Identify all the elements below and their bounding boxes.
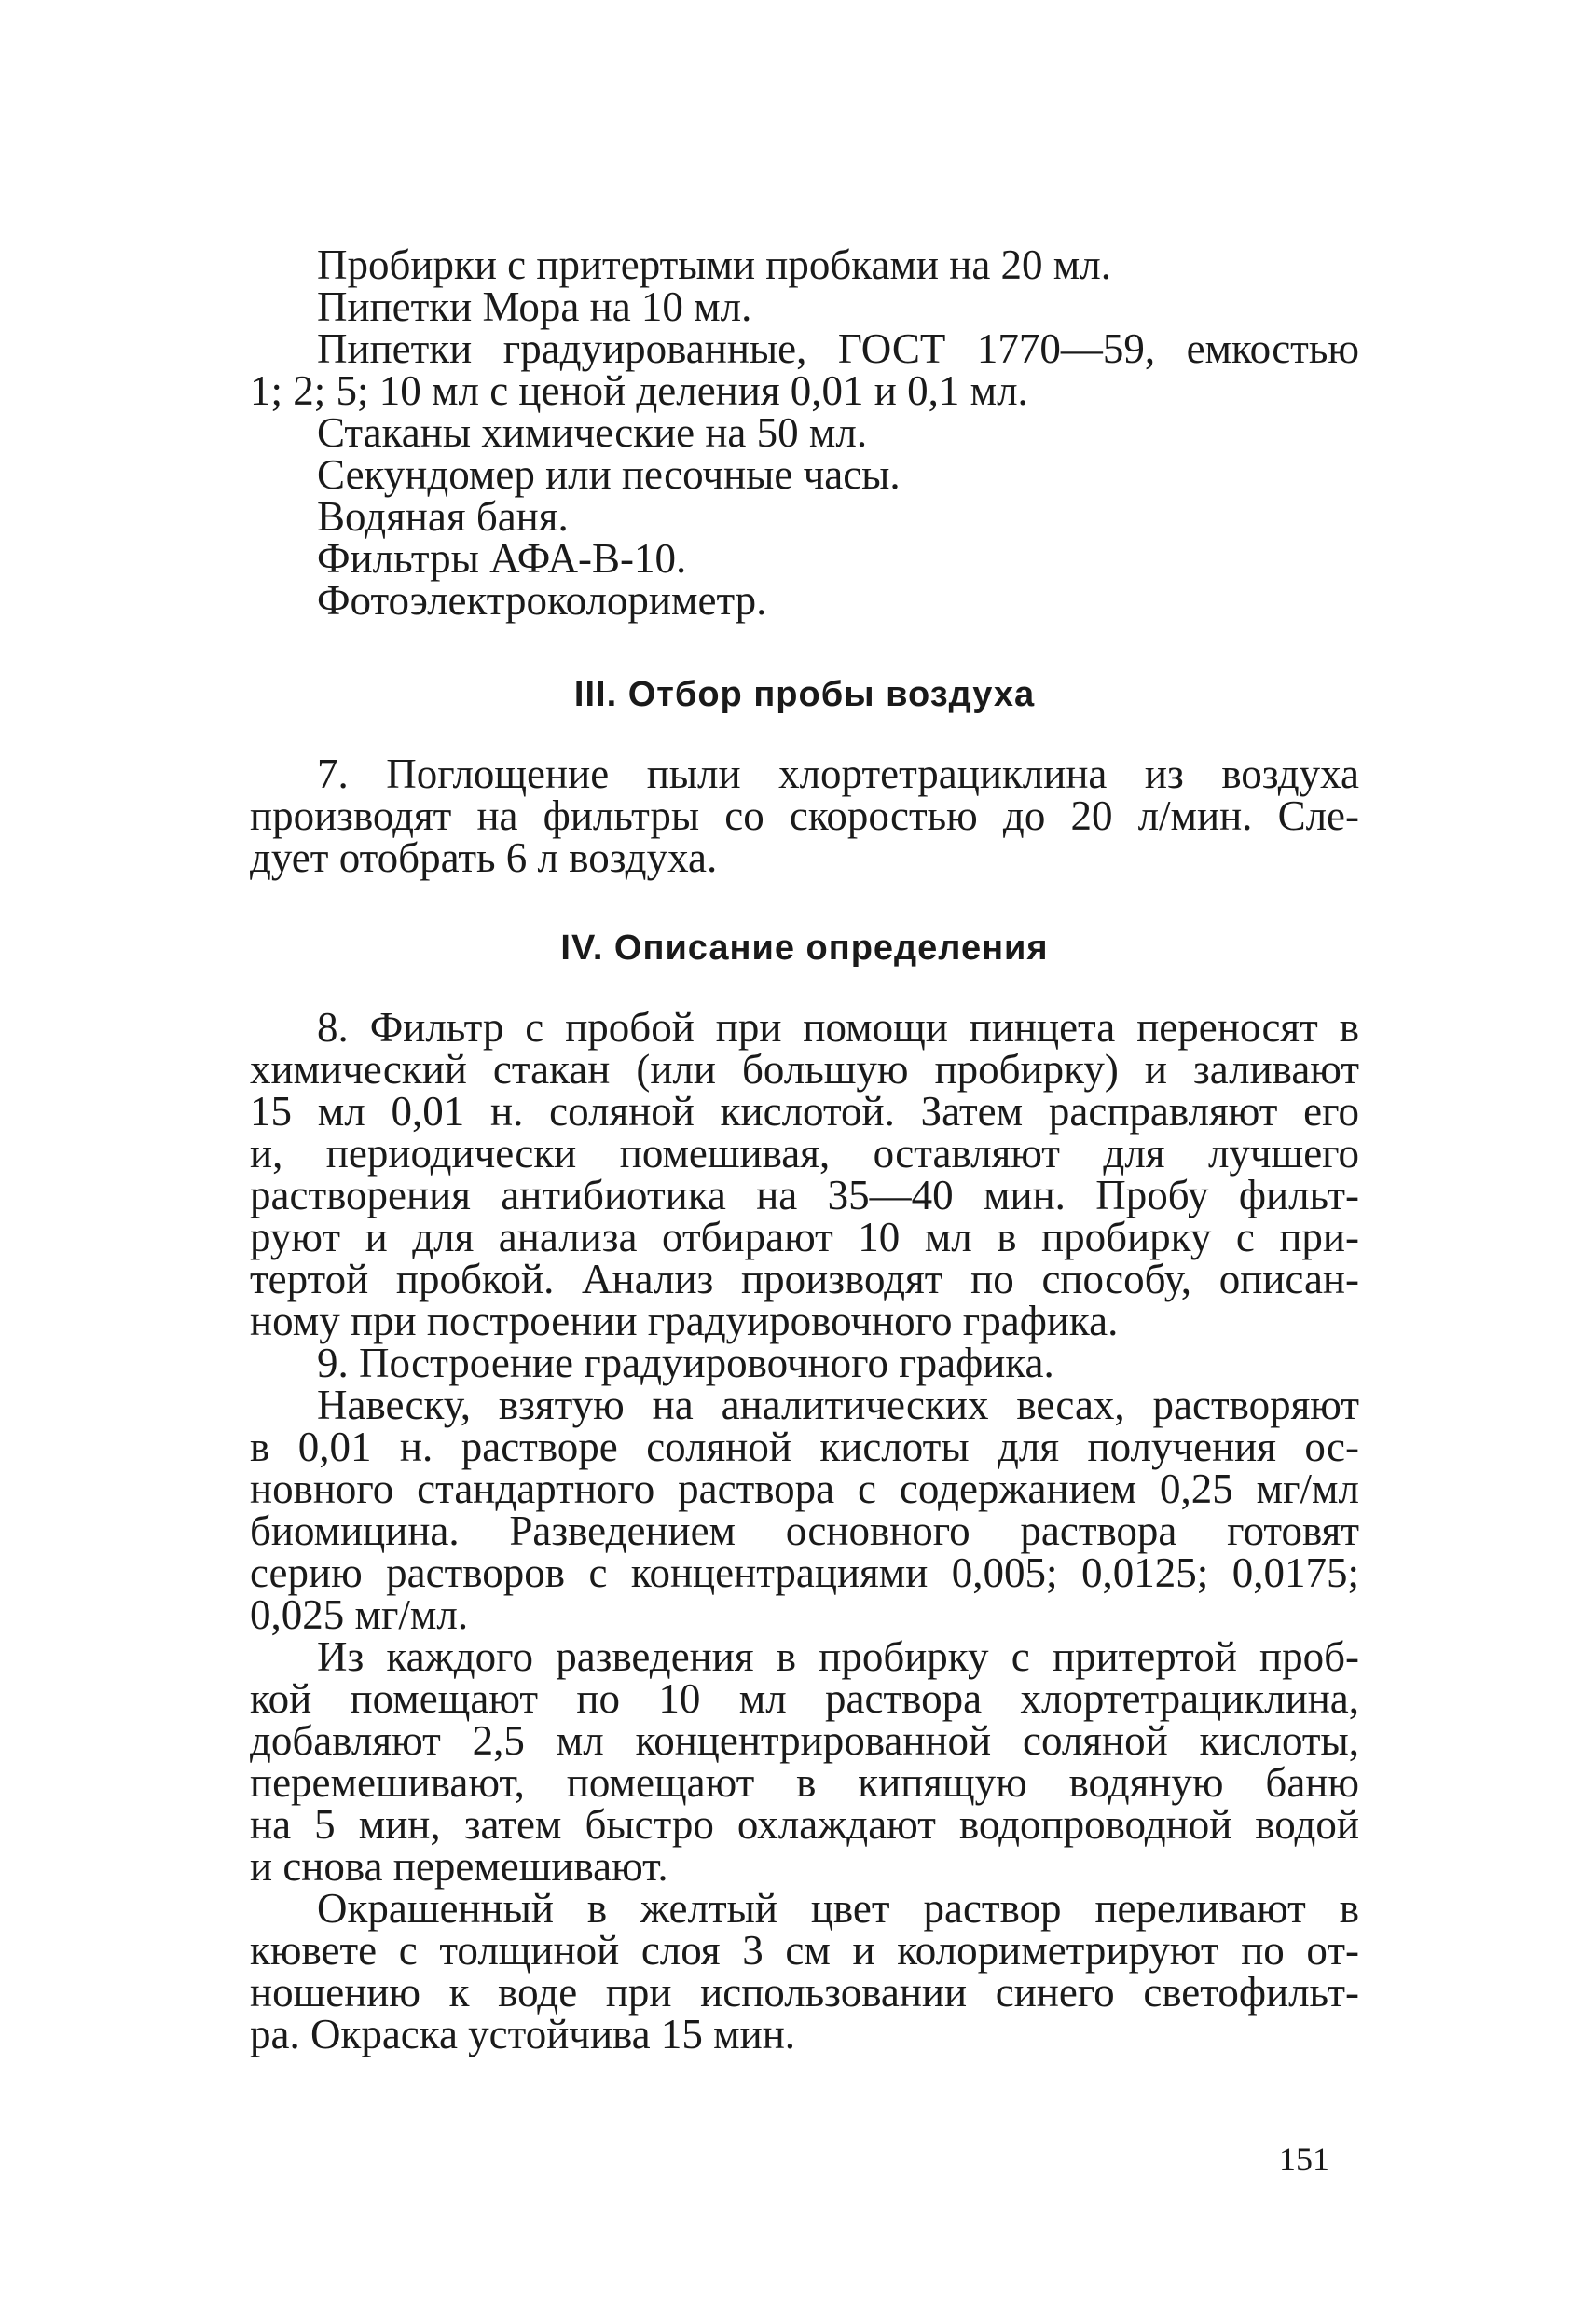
paragraph-9-stock-solution	[250, 1384, 1359, 1636]
paragraph-7	[250, 750, 1359, 881]
text-line: 8. Фильтр с пробой при помощи пинцета переносят в	[317, 1004, 1359, 1051]
text-line: 7. Поглощение пыли хлортетрациклина из воздуха	[317, 750, 1359, 797]
text-line: и снова перемешивают.	[250, 1843, 668, 1890]
equipment-item: Пипетки Мора на 10 мл.	[317, 283, 752, 330]
text-line: ношению к воде при использовании синего светофильт-	[250, 1969, 1359, 2016]
text-line: перемешивают, помещают в кипящую водяную баню	[250, 1759, 1359, 1806]
text-line: в 0,01 н. растворе соляной кислоты для получения ос-	[250, 1424, 1359, 1470]
paragraph-9-colorimetry	[250, 1885, 1359, 2057]
text-line: кювете с толщиной слоя 3 см и колориметрируют по от-	[250, 1927, 1359, 1974]
text-line: 15 мл 0,01 н. соляной кислотой. Затем расправляют его	[250, 1088, 1359, 1135]
equipment-item: Фотоэлектроколориметр.	[317, 577, 767, 624]
text-line: химический стакан (или большую пробирку) и заливают	[250, 1046, 1359, 1093]
text-line: ра. Окраска устойчива 15 мин.	[250, 2011, 796, 2057]
text-line: биомицина. Разведением основного раствора готовят	[250, 1507, 1359, 1554]
text-line: растворения антибиотика на 35—40 мин. Пробу фильт-	[250, 1172, 1359, 1218]
text-line: на 5 мин, затем быстро охлаждают водопроводной водой	[250, 1801, 1359, 1848]
equipment-list	[250, 241, 1359, 624]
text-line: и, периодически помешивая, оставляют для лучшего	[250, 1130, 1359, 1177]
text-line: 0,025 мг/мл.	[250, 1591, 469, 1638]
equipment-item: Секундомер или песочные часы.	[317, 451, 901, 498]
text-line: производят на фильтры со скоростью до 20 л/мин. Сле-	[250, 792, 1359, 839]
text-line: Навеску, взятую на аналитических весах, растворяют	[317, 1382, 1359, 1428]
equipment-item: Фильтры АФА-В-10.	[317, 535, 687, 582]
equipment-item: Стаканы химические на 50 мл.	[317, 409, 868, 456]
section-heading-description: IV. Описание определения	[560, 929, 1049, 968]
equipment-item: Пробирки с притертыми пробками на 20 мл.	[317, 241, 1111, 288]
equipment-item: Пипетки градуированные, ГОСТ 1770—59, емкостью	[317, 325, 1359, 372]
text-line: кой помещают по 10 мл раствора хлортетрациклина,	[250, 1675, 1359, 1722]
text-line: руют и для анализа отбирают 10 мл в пробирку с при-	[250, 1214, 1359, 1260]
text-line: ному при построении градуировочного графика.	[250, 1298, 1119, 1344]
equipment-item-continuation: 1; 2; 5; 10 мл с ценой деления 0,01 и 0,1 мл.	[250, 367, 1028, 414]
text-line: Окрашенный в желтый цвет раствор переливают в	[317, 1885, 1359, 1932]
paragraph-9-title: 9. Построение градуировочного графика.	[317, 1340, 1054, 1386]
section-heading-sampling: III. Отбор пробы воздуха	[573, 675, 1036, 714]
text-line: добавляют 2,5 мл концентрированной соляной кислоты,	[250, 1717, 1359, 1764]
text-line: серию растворов с концентрациями 0,005; 0,0125; 0,0175;	[250, 1549, 1359, 1596]
text-line: дует отобрать 6 л воздуха.	[250, 834, 718, 881]
equipment-item: Водяная баня.	[317, 493, 569, 540]
text-line: тертой пробкой. Анализ производят по способу, описан-	[250, 1256, 1359, 1302]
paragraph-8	[250, 1004, 1359, 1344]
page-number: 151	[1279, 2140, 1329, 2178]
paragraph-9-procedure	[250, 1633, 1359, 1890]
document-page	[250, 241, 1359, 2057]
text-line: Из каждого разведения в пробирку с притертой проб-	[317, 1633, 1359, 1680]
text-line: новного стандартного раствора с содержанием 0,25 мг/мл	[250, 1466, 1359, 1512]
